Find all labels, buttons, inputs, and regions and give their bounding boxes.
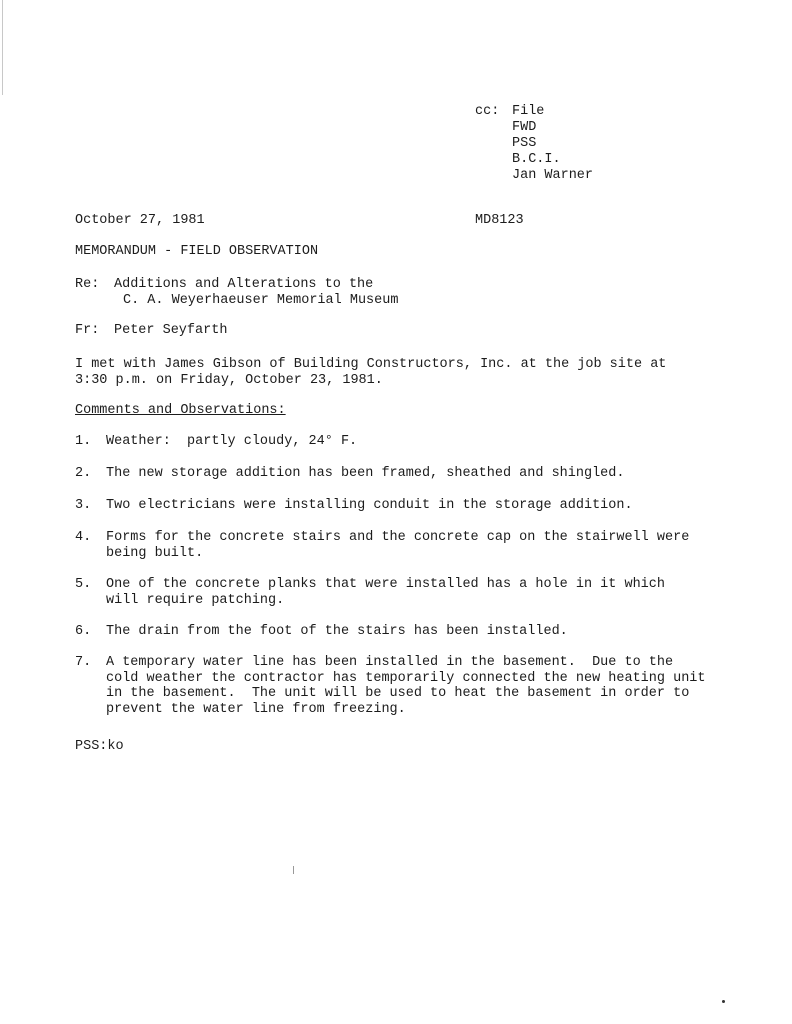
observation-line: in the basement. The unit will be used to heat the basement in order to [106, 686, 690, 701]
cc-recipient-list [512, 104, 593, 184]
from-name: Peter Seyfarth [114, 323, 228, 338]
from-label: Fr: [75, 323, 100, 338]
intro-line: 3:30 p.m. on Friday, October 23, 1981. [75, 373, 383, 388]
observation-line: Forms for the concrete stairs and the concrete cap on the stairwell were [106, 530, 690, 545]
scan-edge-mark [2, 0, 3, 95]
cc-label: cc: [475, 104, 500, 119]
observation-number: 6. [75, 624, 92, 639]
cc-recipient: PSS [512, 136, 537, 151]
re-label: Re: [75, 277, 100, 292]
observation-line: Two electricians were installing conduit in the storage addition. [106, 498, 633, 513]
cc-recipient: File [512, 104, 545, 119]
observation-line: A temporary water line has been installed in the basement. Due to the [106, 655, 674, 670]
memo-reference: MD8123 [475, 213, 524, 228]
observation-line: The drain from the foot of the stairs has been installed. [106, 624, 568, 639]
re-subject-line: C. A. Weyerhaeuser Memorial Museum [123, 293, 399, 308]
observation-text [106, 466, 706, 482]
observation-line: will require patching. [106, 592, 285, 608]
observation-text [106, 577, 706, 608]
observation-number: 2. [75, 466, 92, 481]
observation-text [106, 530, 706, 561]
observation-number: 4. [75, 530, 92, 545]
cc-recipient: B.C.I. [512, 152, 561, 167]
observation-line: cold weather the contractor has temporarily connected the new heating unit [106, 670, 706, 686]
memo-title: MEMORANDUM - FIELD OBSERVATION [75, 244, 319, 259]
observation-line: being built. [106, 545, 204, 561]
scan-speck [722, 1000, 725, 1003]
observation-number: 5. [75, 577, 92, 592]
observation-line: prevent the water line from freezing. [106, 701, 406, 717]
typist-initials: PSS:ko [75, 739, 124, 754]
observation-number: 7. [75, 655, 92, 670]
observation-number: 1. [75, 434, 92, 449]
observation-text [106, 655, 706, 717]
observation-line: Weather: partly cloudy, 24° F. [106, 434, 358, 449]
comments-heading: Comments and Observations: [75, 403, 286, 418]
scan-speck [293, 866, 294, 874]
observation-text [106, 434, 706, 450]
cc-recipient: FWD [512, 120, 537, 135]
observation-text [106, 498, 706, 514]
observation-number: 3. [75, 498, 92, 513]
observation-line: The new storage addition has been framed, sheathed and shingled. [106, 466, 625, 481]
observation-line: One of the concrete planks that were installed has a hole in it which [106, 577, 665, 592]
observation-text [106, 624, 706, 640]
intro-line: I met with James Gibson of Building Constructors, Inc. at the job site at [75, 357, 667, 372]
intro-paragraph [75, 357, 695, 389]
cc-recipient: Jan Warner [512, 168, 594, 183]
memo-date: October 27, 1981 [75, 213, 205, 228]
re-subject-line: Additions and Alterations to the [114, 277, 374, 292]
